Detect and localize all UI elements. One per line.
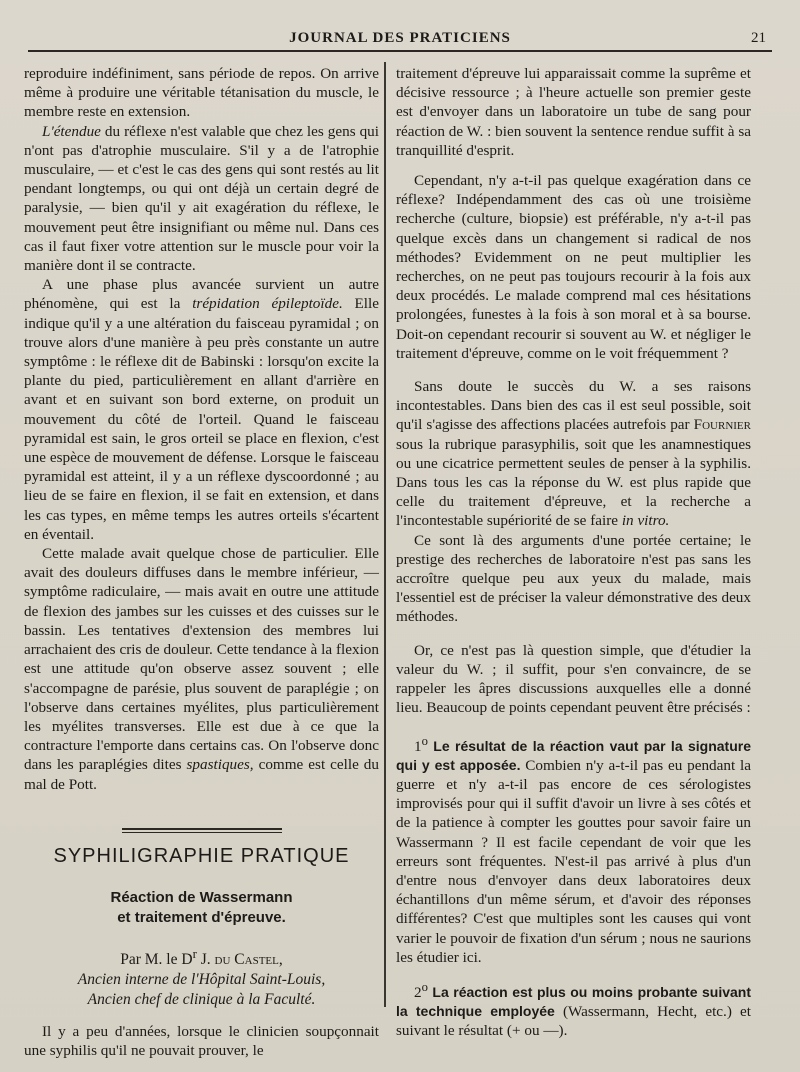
section-title: SYPHILIGRAPHIE PRATIQUE xyxy=(53,844,350,867)
paragraph: A une phase plus avancée survient un autre phénomène, qui est la trépidation épileptoïde. Elle indique qu'il y a une altération du faisceau pyramidal ; on trouve alors d'une manière à peu près constante un autre symptôme : le réflexe dit de Babinski : lorsqu'on excite la plante du pied, particulièrement en allant d'arrière en avant et en suivant son bord externe, on produit un mouvement du côté de l'orteil. Quand le faisceau pyramidal est sain, le gros orteil se place en flexion, c'est une espèce de mouvement de défense. Lorsque le faisceau pyramidal est atteint, il y a un réflexe dyscoordonné ; au lieu de se faire en flexion, il se fait en extension, et dans les cas types, en même temps les autres orteils s'écartent en éventail. xyxy=(24,276,379,543)
paragraph: Il y a peu d'années, lorsque le clinicien soupçonnait une syphilis qu'il ne pouvait prouver, le xyxy=(24,1023,379,1060)
article-title: Réaction de Wassermann et traitement d'épreuve. xyxy=(110,888,293,926)
author-affiliation: Ancien chef de clinique à la Faculté. xyxy=(87,991,316,1009)
section-rule xyxy=(122,828,282,833)
page-number: 21 xyxy=(751,30,766,46)
column-divider xyxy=(384,62,386,1007)
paragraph: Sans doute le succès du W. a ses raisons incontestables. Dans bien des cas il est seul possible, soit qu'il s'agisse des affections placées autrefois par Fournier sous la rubrique parasyphilis, soit que les anamnestiques ou une cicatrice permettent seules de penser à la syphilis. Dans tous les cas la réponse du W. est plus rapide que celle du traitement d'épreuve, et la recherche a l'incontestable supériorité de se faire in vitro. xyxy=(396,378,751,530)
paragraph: Ce sont là des arguments d'une portée certaine; le prestige des recherches de laboratoire n'est pas sans les accroître quelque peu aux yeux du malade, mais l'essentiel est de préciser la valeur démonstrative des deux méthodes. xyxy=(396,531,751,626)
paragraph: Cette malade avait quelque chose de particulier. Elle avait des douleurs diffuses dans le membre inférieur, — symptôme radiculaire, — mais avait en outre une attitude de flexion des jambes sur les cuisses et des cuisses sur le bassin. Les tentatives d'extension des membres lui arrachaient des cris de douleur. Cette tendance à la flexion est une attitude qu'on observe assez souvent ; elle s'accompagne de parésie, plus souvent de paraplégie ; on l'observe dans certaines myélites, plus particulièrement les myélites transverses. Elle est due à ce que la contracture l'emporte dans certains cas. On l'observe donc dans les paraplégies dites spastiques, comme est celle du mal de Pott. xyxy=(24,545,379,793)
right-column xyxy=(396,64,751,1041)
paragraph: 2$^o$ La réaction est plus ou moins probante suivant la technique employée (Wassermann, Hecht, etc.) et suivant le résultat (+ ou —). xyxy=(396,980,751,1040)
running-header xyxy=(28,28,772,52)
author-byline: Par M. le $D^r$ J. du Castel, xyxy=(120,945,283,969)
paragraph: Or, ce n'est pas là question simple, que d'étudier la valeur du W. ; il suffit, pour s'en convaincre, de se rappeler les âpres discussions auxquelles elle a donné lieu. Beaucoup de points cependant peuvent être précisés : xyxy=(396,641,751,717)
journal-title: JOURNAL DES PRATICIENS xyxy=(289,30,511,46)
paragraph: Cependant, n'y a-t-il pas quelque exagération dans ce réflexe? Indépendamment des cas où une troisième recherche (culture, biopsie) est préférable, n'y a-t-il pas quelque excès dans un changement si radical de nos méthodes? Evidemment on ne peut multiplier les recherches, on ne peut pas toujours recourir à la fois aux deux procédés. Le malade comprend mal ces hésitations prolongées, funestes à la fois à son moral et à sa bourse. Doit-on cependant recourir si souvent au W. et négliger le traitement d'épreuve, comme on le voit fréquemment ? xyxy=(396,172,751,362)
paragraph: traitement d'épreuve lui apparaissait comme la suprême et décisive ressource ; à l'heure actuelle son premier geste est d'envoyer dans un laboratoire un tube de sang pour réaction de W. : bien souvent la sentence rendue suffit à sa tranquillité d'esprit. xyxy=(396,65,751,159)
paragraph: 1$^o$ Le résultat de la réaction vaut par la signature qui y est apposée. Combien n'y a-t-il pas eu pendant la guerre et n'y a-t-il pas encore de ces sérologistes improvisés pour qui il suffit d'avoir un livre à ses côtés et de la patience à compter les gouttes pour savoir faire un Wassermann ? Il est facile cependant de voir que les erreurs sont fréquentes. N'est-il pas arrivé à plus d'un d'entre nous d'envoyer dans deux laboratoires deux échantillons d'un même sérum, et d'avoir des réponses différentes? C'est que multiples sont les causes qui vont varier le pouvoir de fixation d'un sérum ; nous ne saurions les étudier ici. xyxy=(396,733,751,966)
paragraph: L'étendue du réflexe n'est valable que chez les gens qui n'ont pas d'atrophie musculaire. S'il y a de l'atrophie musculaire, — et c'est le cas des gens qui sont restés au lit pendant longtemps, ou qui ont déjà un certain degré de paralysie, — bien qu'il y ait exagération du réflexe, le mouvement peut être insignifiant ou même nul. Dans ces cas il faut fixer votre attention sur le muscle pour voir la manière dont il se contracte. xyxy=(24,122,379,275)
left-column xyxy=(24,64,379,1060)
author-affiliation: Ancien interne de l'Hôpital Saint-Louis, xyxy=(77,971,326,989)
paragraph: reproduire indéfiniment, sans période de repos. On arrive même à produire une véritable tétanisation du muscle, le membre reste en extension. xyxy=(24,65,379,121)
